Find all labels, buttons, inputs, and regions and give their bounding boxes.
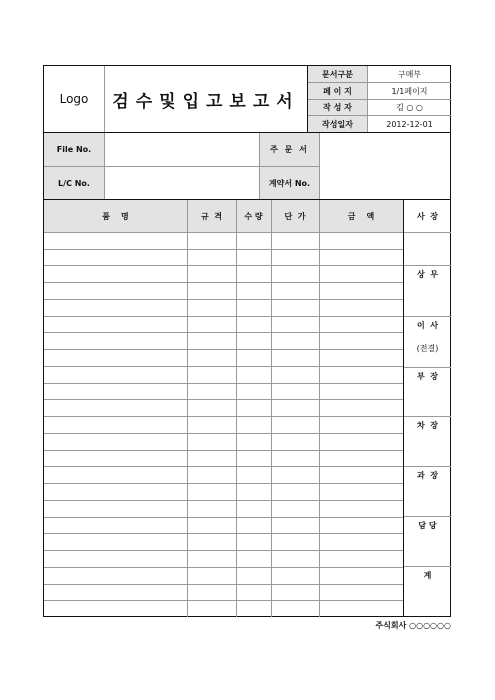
col-unit-price: 단 가 (284, 211, 306, 221)
approval-deputy-manager: 차 장 (416, 420, 439, 430)
contract-no-label: 계약서 No. (268, 178, 311, 188)
row-divider (44, 533, 403, 534)
date-value: 2012-12-01 (386, 119, 433, 129)
table-row[interactable] (44, 416, 403, 433)
row-divider (44, 567, 403, 568)
table-row[interactable] (44, 483, 403, 500)
row-divider (44, 500, 403, 501)
company-name: 주식회사 ○○○○○○ (375, 621, 451, 630)
approval-president: 사 장 (416, 211, 439, 221)
logo: Logo (59, 92, 89, 106)
row-divider (44, 366, 403, 367)
table-row[interactable] (44, 450, 403, 467)
col-qty: 수 량 (244, 211, 263, 221)
row-divider (44, 299, 403, 300)
lc-no-label: L/C No. (58, 178, 90, 188)
row-divider (44, 483, 403, 484)
row-divider (44, 383, 403, 384)
order-label: 주 문 서 (270, 145, 309, 154)
table-row[interactable] (44, 517, 403, 534)
approval-team: 계 (423, 570, 432, 580)
table-row[interactable] (44, 232, 403, 249)
file-no-field[interactable] (105, 133, 259, 166)
row-divider (44, 416, 403, 417)
page-value: 1/1페이지 (391, 86, 428, 96)
table-row[interactable] (44, 567, 403, 584)
row-divider (44, 517, 403, 518)
lc-no-field[interactable] (105, 167, 259, 199)
row-divider (44, 349, 403, 350)
approval-staff-in-charge: 담 당 (418, 520, 437, 530)
table-row[interactable] (44, 533, 403, 550)
author-label: 작 성 자 (323, 102, 352, 112)
table-row[interactable] (44, 265, 403, 282)
row-divider (44, 249, 403, 250)
approval-delegated-note: (전결) (416, 343, 439, 353)
approval-managing-director: 상 무 (416, 269, 439, 279)
author-value: 김 ○ ○ (396, 102, 423, 112)
table-row[interactable] (44, 332, 403, 349)
table-row[interactable] (44, 282, 403, 299)
table-row[interactable] (44, 584, 403, 601)
table-row[interactable] (44, 466, 403, 483)
approval-director: 이 사 (416, 320, 439, 330)
row-divider (44, 265, 403, 266)
table-row[interactable] (44, 500, 403, 517)
approval-general-manager: 부 장 (416, 371, 439, 381)
row-divider (44, 316, 403, 317)
table-row[interactable] (44, 600, 403, 617)
table-row[interactable] (44, 383, 403, 400)
row-divider (44, 332, 403, 333)
table-row[interactable] (44, 316, 403, 333)
row-divider (44, 466, 403, 467)
row-divider (44, 550, 403, 551)
page-label: 페 이 지 (323, 86, 352, 96)
row-divider (44, 600, 403, 601)
table-row[interactable] (44, 399, 403, 416)
col-amount: 금 액 (347, 211, 375, 221)
table-row[interactable] (44, 550, 403, 567)
row-divider (44, 433, 403, 434)
doc-type-value: 구매부 (397, 69, 422, 79)
row-divider (44, 584, 403, 585)
table-row[interactable] (44, 349, 403, 366)
col-item-name: 품 명 (102, 211, 129, 221)
row-divider (44, 399, 403, 400)
page-title: 검수및입고보고서 (112, 91, 300, 112)
col-spec: 규 격 (200, 211, 223, 221)
file-no-label: File No. (56, 145, 92, 154)
row-divider (44, 282, 403, 283)
date-label: 작성일자 (322, 119, 353, 129)
doc-type-label: 문서구분 (322, 69, 353, 79)
row-divider (44, 450, 403, 451)
table-row[interactable] (44, 299, 403, 316)
order-memo-field[interactable] (320, 133, 451, 199)
table-row[interactable] (44, 433, 403, 450)
table-row[interactable] (44, 366, 403, 383)
table-row[interactable] (44, 249, 403, 266)
approval-section-chief: 과 장 (416, 470, 439, 480)
